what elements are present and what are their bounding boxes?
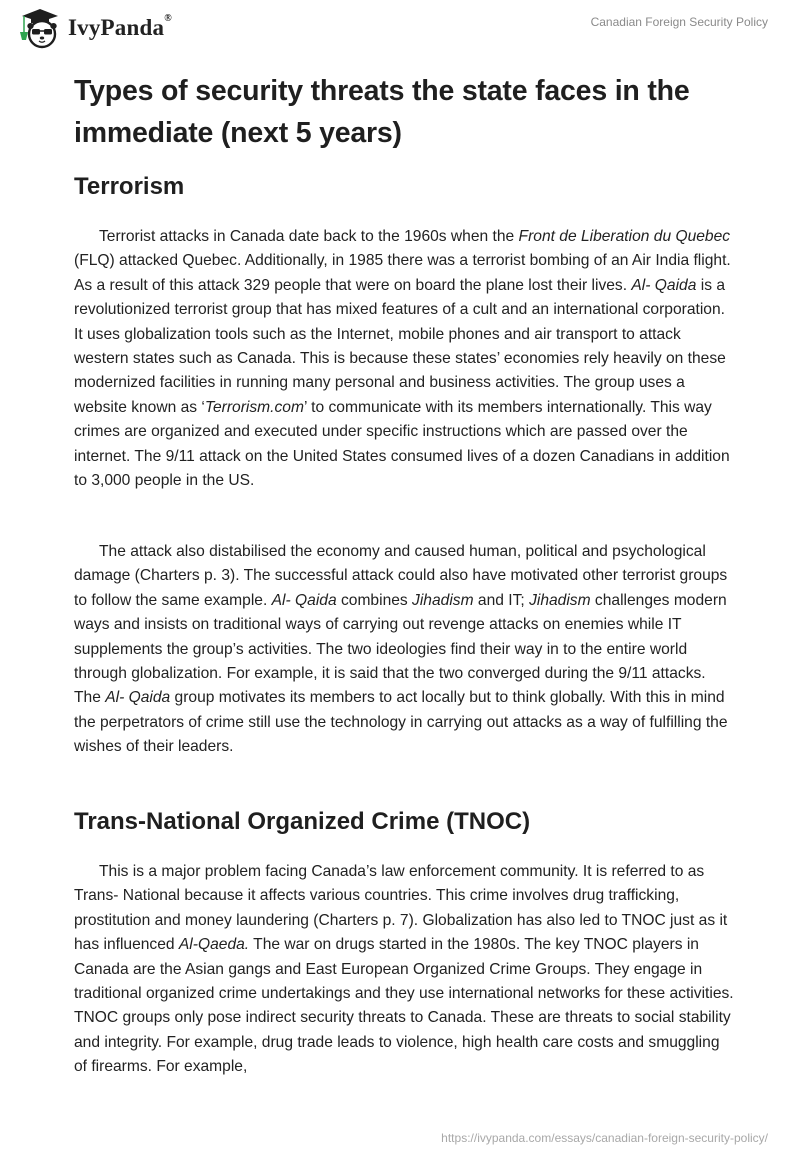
- article-body: [74, 70, 734, 1076]
- italic-term: Jihadism: [412, 591, 474, 609]
- italic-term: Jihadism: [529, 591, 591, 609]
- logo-text: IvyPanda: [68, 15, 165, 40]
- italic-term: Al-Qaeda.: [178, 936, 250, 954]
- ivypanda-logo[interactable]: [18, 6, 172, 50]
- registered-mark: ®: [164, 13, 172, 24]
- italic-term: Front de Liberation du Quebec: [518, 228, 731, 245]
- source-url-link[interactable]: https://ivypanda.com/essays/canadian-foreign-security-policy/: [441, 1131, 768, 1145]
- page-header: [0, 0, 800, 50]
- section-heading-terrorism: Terrorism: [74, 173, 185, 200]
- document-title: Canadian Foreign Security Policy: [590, 15, 768, 29]
- italic-term: Terrorism.com: [204, 398, 304, 416]
- italic-term: Al- Qaida: [105, 689, 171, 707]
- paragraph: Terrorist attacks in Canada date back to the 1960s when the Front de Liberation du Quebec (FLQ) attacked Quebec. Additionally, in 1985 there was a terrorist bombing of an Air India flight. As a result of this attack 329 people that were on board the plane lost their lives. Al- Qaida is a revolutionized terrorist group that has mixed features of a cult and an international corporation. It uses globalization tools such as the Internet, mobile phones and air transport to attack western states such as Canada. This is because these states’ economies rely heavily on these modernized facilities in running many personal and business activities. The group uses a website known as ‘Terrorism.com’ to communicate with its members internationally. This way crimes are organized and executed under specific instructions which are passed over the internet. The 9/11 attack on the United States consumed lives of a dozen Canadians in addition to 3,000 people in the US.: [74, 228, 731, 490]
- logo-wordmark: [68, 15, 172, 41]
- paragraph: The attack also distabilised the economy and caused human, political and psychological damage (Charters p. 3). The successful attack could also have motivated other terrorist groups to follow the same example. Al- Qaida combines Jihadism and IT; Jihadism challenges modern ways and insists on traditional ways of carrying out revenge attacks on enemies while IT supplements the group’s activities. The two ideologies find their way in to the entire world through globalization. For example, it is said that the two converged during the 9/11 attacks. The Al- Qaida group motivates its members to act locally but to think globally. With this in mind the perpetrators of crime still use the technology in carrying out attacks as a way of fulfilling the wishes of their leaders.: [74, 543, 728, 756]
- paragraph: This is a major problem facing Canada’s law enforcement community. It is referred to as Trans- National because it affects various countries. This crime involves drug trafficking, prostitution and money laundering (Charters p. 7). Globalization has also led to TNOC just as it has influenced Al-Qaeda. The war on drugs started in the 1980s. The key TNOC players in Canada are the Asian gangs and East European Organized Crime Groups. They engage in traditional organized crime undertakings and they use international networks for these activities. TNOC groups only pose indirect security threats to Canada. These are threats to social stability and integrity. For example, drug trade leads to violence, high health care costs and smuggling of firearms. For example,: [74, 863, 734, 1076]
- panda-graduate-icon: [18, 6, 62, 50]
- italic-term: Al- Qaida: [271, 591, 337, 609]
- section-heading-tnoc: Trans-National Organized Crime (TNOC): [74, 808, 531, 835]
- italic-term: Al- Qaida: [631, 276, 697, 294]
- page-title: Types of security threats the state faces in the immediate (next 5 years): [74, 75, 690, 149]
